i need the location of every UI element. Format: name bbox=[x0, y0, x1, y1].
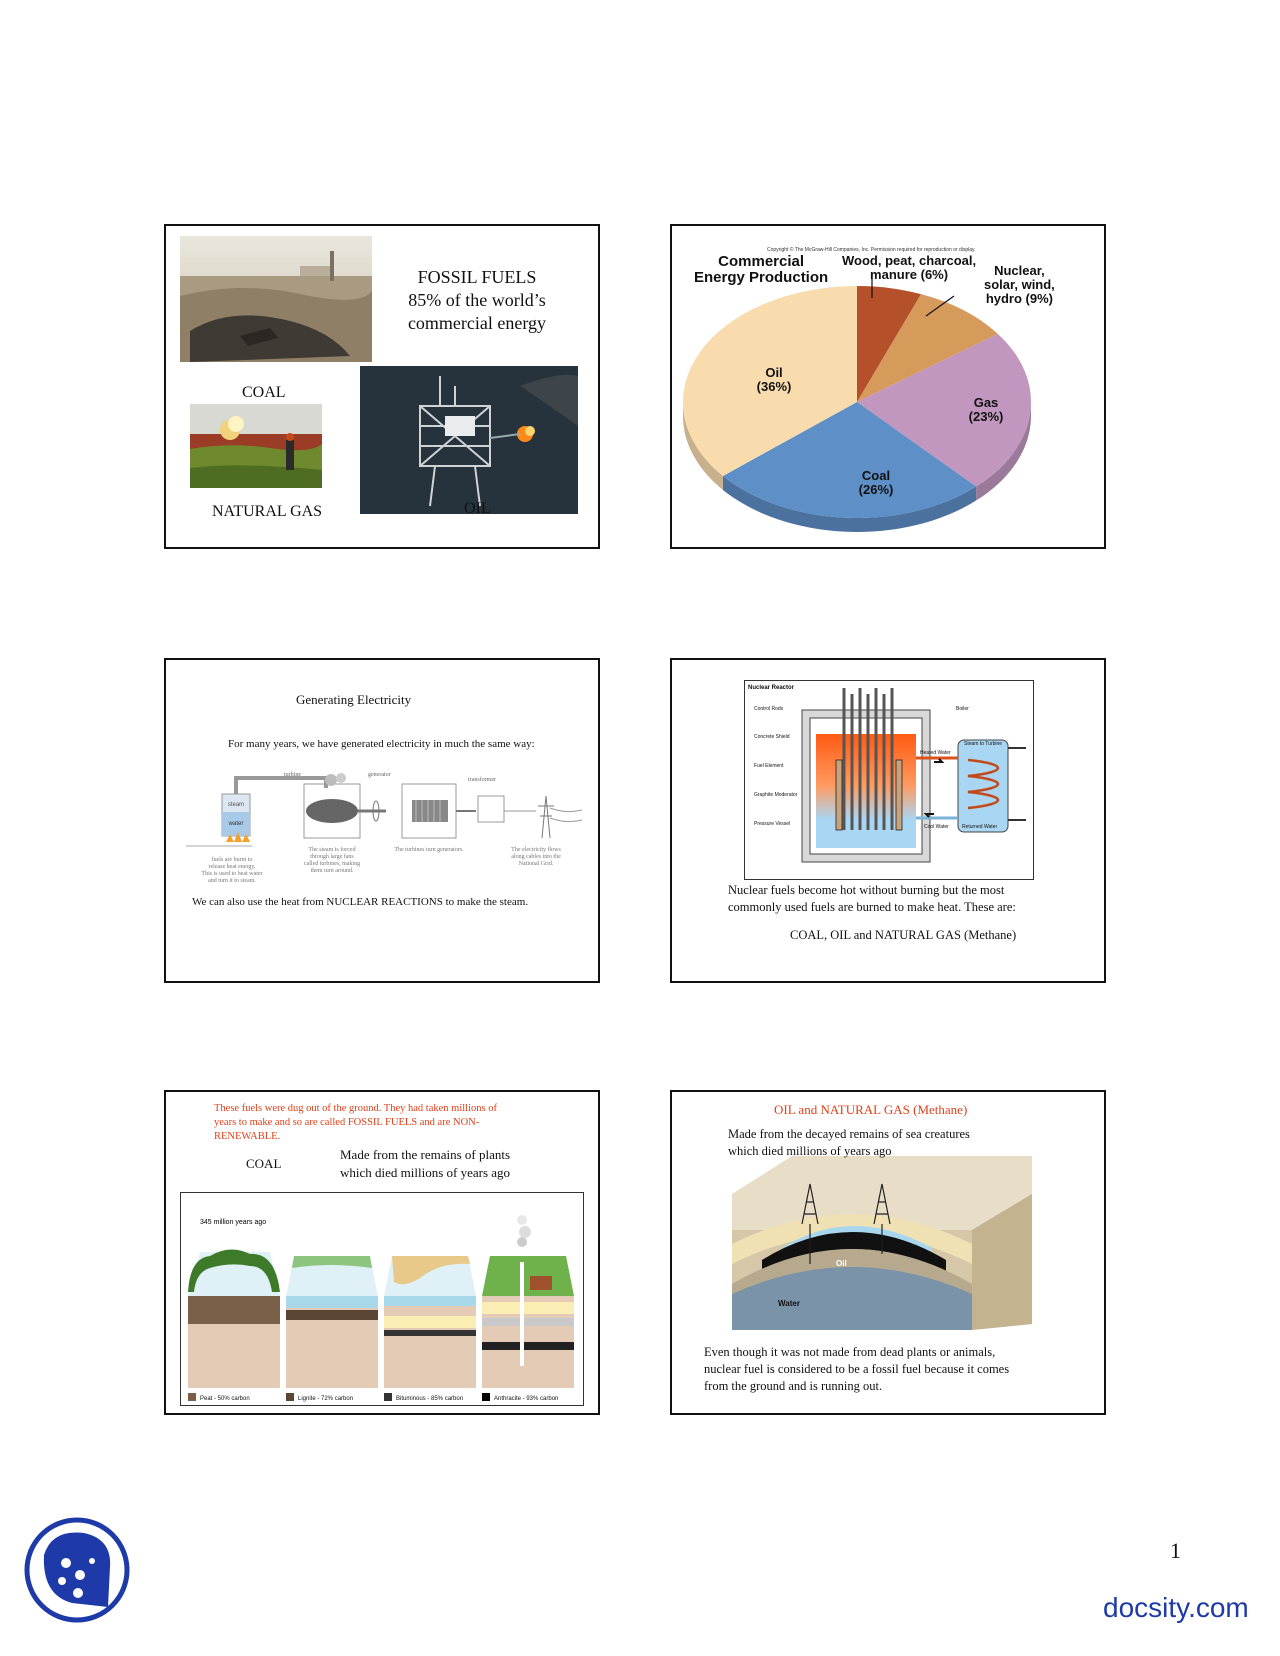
label-concrete-shield: Concrete Shield bbox=[754, 734, 790, 740]
red-text-line-3: RENEWABLE. bbox=[214, 1131, 281, 1142]
slide-title-line-1: FOSSIL FUELS bbox=[417, 267, 537, 287]
slide-coal-formation bbox=[164, 1090, 600, 1415]
natural-gas-photo bbox=[190, 404, 322, 488]
cap2-line-3: called turbines, making bbox=[303, 861, 361, 867]
cap3-line-1: The turbines turn generators. bbox=[394, 847, 464, 853]
label-steam-to-turbine: Steam to Turbine bbox=[964, 741, 1003, 747]
label-water: water bbox=[228, 821, 244, 827]
made-text-line-2: which died millions of years ago bbox=[728, 1144, 892, 1158]
slide-title-line-3: commercial energy bbox=[407, 313, 547, 333]
legend-peat: Peat - 50% carbon bbox=[200, 1396, 250, 1402]
label-cool-water: Cool Water bbox=[924, 824, 949, 830]
red-text-line-1: These fuels were dug out of the ground. They had taken millions of bbox=[214, 1103, 497, 1114]
diagram-title: 345 million years ago bbox=[200, 1219, 267, 1226]
gas-label: Gas bbox=[876, 1241, 892, 1250]
water-label: Water bbox=[778, 1299, 800, 1308]
label-wood-line-1: Wood, peat, charcoal, bbox=[842, 253, 977, 268]
label-oil-line-2: (36%) bbox=[756, 379, 792, 394]
oil-label: Oil bbox=[836, 1259, 847, 1268]
label-coal-line-1: Coal bbox=[861, 468, 891, 483]
slide-generating-electricity bbox=[164, 658, 600, 983]
label-fuel-element: Fuel Element bbox=[754, 763, 784, 769]
page-number: 1 bbox=[1170, 1538, 1181, 1563]
label-nuclear-line-1: Nuclear, bbox=[994, 263, 1045, 278]
label-gas-line-1: Gas bbox=[973, 395, 999, 410]
reactor-title: Nuclear Reactor bbox=[748, 685, 795, 691]
legend-anthracite: Anthracite - 93% carbon bbox=[494, 1396, 559, 1402]
bottom-text-line-1: Even though it was not made from dead plants or animals, bbox=[704, 1345, 996, 1359]
coal-label: COAL bbox=[242, 384, 286, 401]
slide-commercial-energy-chart bbox=[670, 224, 1106, 549]
slide-nuclear-reactor bbox=[670, 658, 1106, 983]
nuclear-text-line-1: Nuclear fuels become hot without burning but the most bbox=[728, 883, 1005, 897]
slide-fossil-fuels bbox=[164, 224, 600, 549]
chart-title-line-2: Energy Production bbox=[694, 269, 829, 286]
oil-label: OIL bbox=[464, 500, 491, 517]
label-control-rods: Control Rods bbox=[754, 706, 784, 712]
intro-text: For many years, we have generated electricity in much the same way: bbox=[228, 738, 535, 750]
docsity-brand-link[interactable]: docsity.com bbox=[1103, 1592, 1249, 1623]
slide-title: Generating Electricity bbox=[296, 692, 412, 707]
bottom-text-line-3: from the ground and is running out. bbox=[704, 1379, 883, 1393]
label-oil-line-1: Oil bbox=[765, 365, 783, 380]
label-steam: steam bbox=[227, 802, 245, 808]
label-pressure-vessel: Pressure Vessel bbox=[754, 821, 791, 827]
label-turbine: turbine bbox=[284, 772, 301, 778]
bottom-text-line-2: nuclear fuel is considered to be a fossil fuel because it comes bbox=[704, 1362, 1010, 1376]
docsity-logo[interactable] bbox=[22, 1515, 132, 1625]
outro-text: We can also use the heat from NUCLEAR REACTIONS to make the steam. bbox=[192, 896, 529, 908]
cap1-line-4: and turn it to steam. bbox=[208, 878, 256, 884]
coal-formation-diagram bbox=[180, 1192, 584, 1406]
chart-title-line-1: Commercial bbox=[718, 253, 805, 270]
cap2-line-2: through large fans bbox=[310, 854, 354, 860]
oil-rig-photo bbox=[360, 366, 578, 514]
natural-gas-label: NATURAL GAS bbox=[212, 503, 323, 520]
red-text-line-2: years to make and so are called FOSSIL FUELS and are NON- bbox=[214, 1117, 480, 1128]
power-station-diagram bbox=[186, 766, 582, 884]
label-generator: generator bbox=[368, 772, 391, 778]
oil-gas-trap-diagram bbox=[732, 1144, 1032, 1330]
nuclear-text-line-2: commonly used fuels are burned to make heat. These are: bbox=[728, 900, 1016, 914]
cap4-line-1: The electricity flows bbox=[511, 847, 561, 853]
label-graphite-moderator: Graphite Moderator bbox=[754, 792, 798, 798]
cap1-line-2: release heat energy. bbox=[208, 864, 256, 870]
legend-lignite: Lignite - 72% carbon bbox=[298, 1396, 354, 1402]
label-gas-line-2: (23%) bbox=[968, 409, 1004, 424]
nuclear-reactor-diagram bbox=[744, 680, 1034, 880]
label-transformer: transformer bbox=[468, 777, 496, 783]
cap1-line-3: This is used to heat water bbox=[201, 871, 263, 877]
label-coal-line-2: (26%) bbox=[858, 482, 894, 497]
coal-made-line-2: which died millions of years ago bbox=[340, 1165, 511, 1180]
coal-label: COAL bbox=[246, 1156, 282, 1171]
label-nuclear-line-2: solar, wind, bbox=[984, 277, 1055, 292]
coal-mine-photo bbox=[180, 236, 372, 362]
made-text-line-1: Made from the decayed remains of sea creatures bbox=[728, 1127, 970, 1141]
nuclear-text-line-3: COAL, OIL and NATURAL GAS (Methane) bbox=[790, 928, 1017, 942]
coal-made-line-1: Made from the remains of plants bbox=[340, 1147, 511, 1162]
cap1-line-1: fuels are burnt to bbox=[211, 857, 253, 863]
cap4-line-2: along cables into the bbox=[511, 854, 561, 860]
label-heated-water: Heated Water bbox=[920, 750, 951, 756]
slide-title-line-2: 85% of the world’s bbox=[408, 290, 546, 310]
chart-copyright: Copyright © The McGraw-Hill Companies, Inc. Permission required for reproduction or display. bbox=[767, 247, 976, 253]
cap4-line-3: National Grid. bbox=[518, 861, 554, 867]
label-returned-water: Returned Water bbox=[962, 824, 998, 830]
legend-bituminous: Bituminous - 85% carbon bbox=[396, 1396, 464, 1402]
slide-title: OIL and NATURAL GAS (Methane) bbox=[774, 1102, 968, 1117]
slide-oil-and-gas bbox=[670, 1090, 1106, 1415]
cap2-line-4: them turn around. bbox=[310, 868, 354, 874]
label-boiler: Boiler bbox=[956, 706, 969, 712]
cap2-line-1: The steam is forced bbox=[308, 847, 356, 853]
label-wood-line-2: manure (6%) bbox=[870, 267, 949, 282]
label-nuclear-line-3: hydro (9%) bbox=[985, 291, 1053, 306]
